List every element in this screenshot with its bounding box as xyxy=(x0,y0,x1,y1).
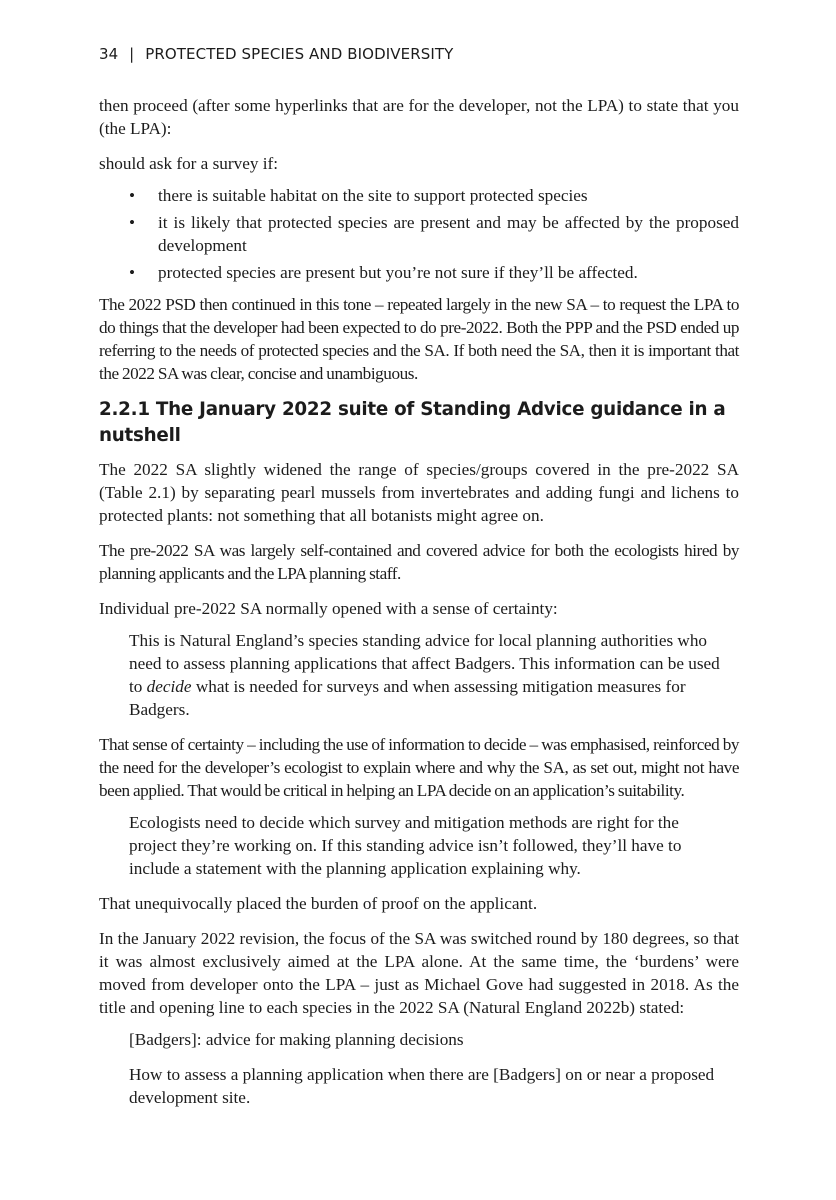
list-item-text: protected species are present but you’re not sure if they’ll be affected. xyxy=(158,263,638,282)
quote-text-start: This is Natural England’s species standing advice for local planning authorities who need to assess planning applications that affect Badgers. This information can be used to xyxy=(129,631,720,696)
running-header xyxy=(99,45,739,63)
paragraph-emphasised: That sense of certainty – including the use of information to decide – was emphasised, reinforced by the need for the developer’s ecologist to explain where and why the SA, as set out, might not have been applied. That would be critical in helping an LPA decide on an application’s suitability. xyxy=(99,735,739,800)
bullet-marker: • xyxy=(129,213,136,232)
bullet-marker: • xyxy=(129,186,136,205)
paragraph-burden: That unequivocally placed the burden of proof on the applicant. xyxy=(99,894,538,913)
survey-conditions-list xyxy=(99,184,739,284)
page-number: 34 xyxy=(99,45,119,63)
list-item xyxy=(99,211,739,257)
section-heading: 2.2.1 The January 2022 suite of Standing Advice guidance in a nutshell xyxy=(99,399,726,446)
paragraph-self-contained: The pre-2022 SA was largely self-contained and covered advice for both the ecologists hired by planning applicants and the LPA planning staff. xyxy=(99,541,739,583)
list-item xyxy=(99,261,739,284)
paragraph-species-range: The 2022 SA slightly widened the range of species/groups covered in the pre-2022 SA (Table 2.1) by separating pearl mussels from invertebrates and adding fungi and lichens to protected plants: not something that all botanists might agree on. xyxy=(99,460,739,525)
paragraph-survey-lead: should ask for a survey if: xyxy=(99,154,279,173)
paragraph-revision: In the January 2022 revision, the focus of the SA was switched round by 180 degrees, so that it was almost exclusively aimed at the LPA alone. At the same time, the ‘burdens’ were moved from developer onto the LPA – just as Michael Gove had suggested in 2018. As the title and opening line to each species in the 2022 SA (Natural England 2022b) stated: xyxy=(99,929,739,1017)
paragraph-psd-tone: The 2022 PSD then continued in this tone – repeated largely in the new SA – to request the LPA to do things that the developer had been expected to do pre-2022. Both the PPP and the PSD ended up referring to the needs of protected species and the SA. If both need the SA, then it is important that the 2022 SA was clear, concise and unambiguous. xyxy=(99,295,739,383)
blockquote-ecologists xyxy=(99,811,739,880)
quote-text xyxy=(129,629,721,721)
bullet-marker: • xyxy=(129,263,136,282)
chapter-title: PROTECTED SPECIES AND BIODIVERSITY xyxy=(145,45,454,63)
paragraph-intro: then proceed (after some hyperlinks that are for the developer, not the LPA) to state that you (the LPA): xyxy=(99,96,739,138)
blockquote-badgers-advice xyxy=(99,629,739,721)
page-body xyxy=(99,94,739,1109)
blockquote-title xyxy=(99,1028,739,1051)
quote-text: [Badgers]: advice for making planning decisions xyxy=(129,1030,464,1049)
quote-text-end: what is needed for surveys and when assessing mitigation measures for Badgers. xyxy=(129,677,686,719)
list-item-text: there is suitable habitat on the site to support protected species xyxy=(158,186,588,205)
paragraph-certainty: Individual pre-2022 SA normally opened with a sense of certainty: xyxy=(99,599,558,618)
blockquote-opening-line xyxy=(99,1063,739,1109)
header-separator: | xyxy=(129,45,135,63)
quote-text: Ecologists need to decide which survey and mitigation methods are right for the project they’re working on. If this standing advice isn’t followed, they’ll have to include a statement with the planning application explaining why. xyxy=(129,813,682,878)
list-item-text: it is likely that protected species are present and may be affected by the proposed development xyxy=(158,213,739,255)
quote-emphasis: decide xyxy=(146,677,192,696)
quote-text: How to assess a planning application when there are [Badgers] on or near a proposed development site. xyxy=(129,1065,715,1107)
list-item xyxy=(99,184,739,207)
